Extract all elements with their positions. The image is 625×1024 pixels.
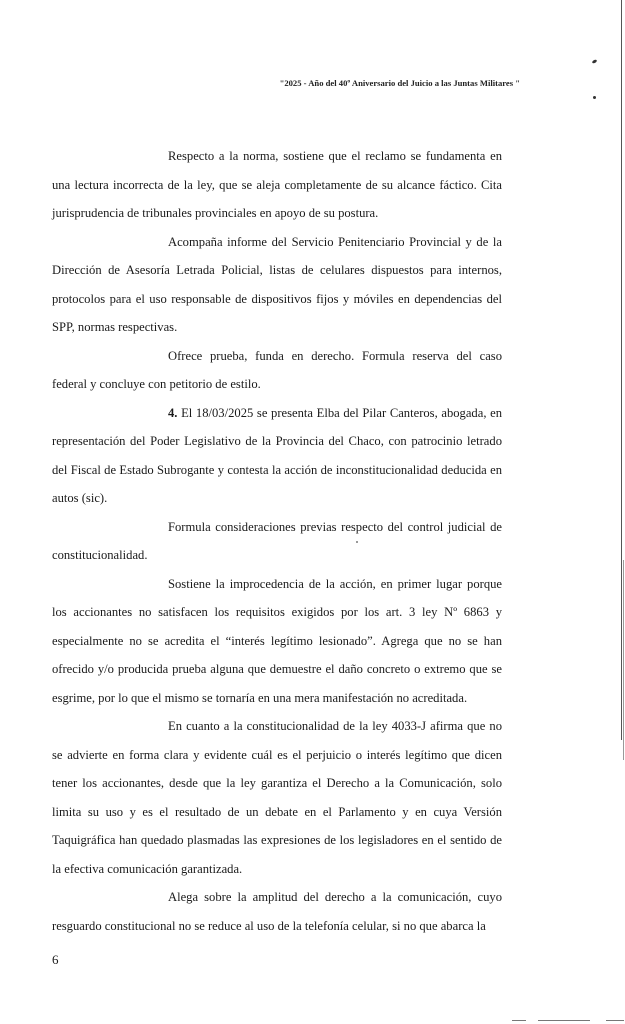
paragraph-text: Respecto a la norma, sostiene que el reclamo se fundamenta en una lectura incorrecta de la ley, que se aleja completamente de su alcance fáctico. Cita jurisprudencia de tribunales provinciales en apoyo de su postura. <box>52 149 502 220</box>
paragraph <box>52 513 502 570</box>
paragraph-text: Ofrece prueba, funda en derecho. Formula reserva del caso federal y concluye con petitorio de estilo. <box>52 348 502 391</box>
section-number: 4. <box>168 405 178 420</box>
paragraph-text: Formula consideraciones previas respecto del control judicial de constitucionalidad. <box>52 519 502 562</box>
scan-speck <box>356 541 358 543</box>
paragraph-text: Alega sobre la amplitud del derecho a la comunicación, cuyo resguardo constitucional no se reduce al uso de la telefonía celular, si no que abarca la <box>52 890 502 933</box>
scan-speck <box>593 96 596 99</box>
scan-edge-line <box>606 1020 624 1021</box>
paragraph <box>52 712 502 883</box>
scan-edge-line <box>623 560 624 760</box>
document-body <box>52 142 502 940</box>
paragraph <box>52 570 502 713</box>
paragraph-text: Sostiene la improcedencia de la acción, en primer lugar porque los accionantes no satisfacen los requisitos exigidos por los art. 3 ley Nº 6863 y especialmente no se acredita el “interés legítimo lesionado”. Agrega que no se han ofrecido y/o producida prueba alguna que demuestre el daño concreto o extremo que se esgrime, por lo que el mismo se tornaría en una mera manifestación no acreditada. <box>52 576 502 705</box>
paragraph <box>52 142 502 228</box>
paragraph <box>52 228 502 342</box>
paragraph-text: Acompaña informe del Servicio Penitenciario Provincial y de la Dirección de Asesoría Letrada Policial, listas de celulares dispuestos para internos, protocolos para el uso responsable de dispositivos fijos y móviles en dependencias del SPP, normas respectivas. <box>52 234 502 334</box>
page-number: 6 <box>52 952 59 967</box>
paragraph-text: En cuanto a la constitucionalidad de la ley 4033-J afirma que no se advierte en forma clara y evidente cuál es el perjuicio o interés legítimo que dicen tener los accionantes, desde que la ley garantiza el Derecho a la Comunicación, solo limita su uso y es el resultado de un debate en el Parlamento y en cuya Versión Taquigráfica han quedado plasmadas las expresiones de los legisladores en el sentido de la efectiva comunicación garantizada. <box>52 719 502 876</box>
page-header: "2025 - Año del 40º Aniversario del Juicio a las Juntas Militares " <box>279 78 520 88</box>
paragraph <box>52 342 502 399</box>
scan-edge-line <box>621 0 622 740</box>
scan-speck <box>592 59 598 64</box>
paragraph <box>52 883 502 940</box>
paragraph <box>52 399 502 513</box>
scan-edge-line <box>512 1020 526 1021</box>
paragraph-text: El 18/03/2025 se presenta Elba del Pilar Canteros, abogada, en representación del Poder Legislativo de la Provincia del Chaco, con patrocinio letrado del Fiscal de Estado Subrogante y contesta la acción de inconstitucionalidad deducida en autos (sic). <box>52 405 502 505</box>
scan-edge-line <box>538 1020 590 1021</box>
